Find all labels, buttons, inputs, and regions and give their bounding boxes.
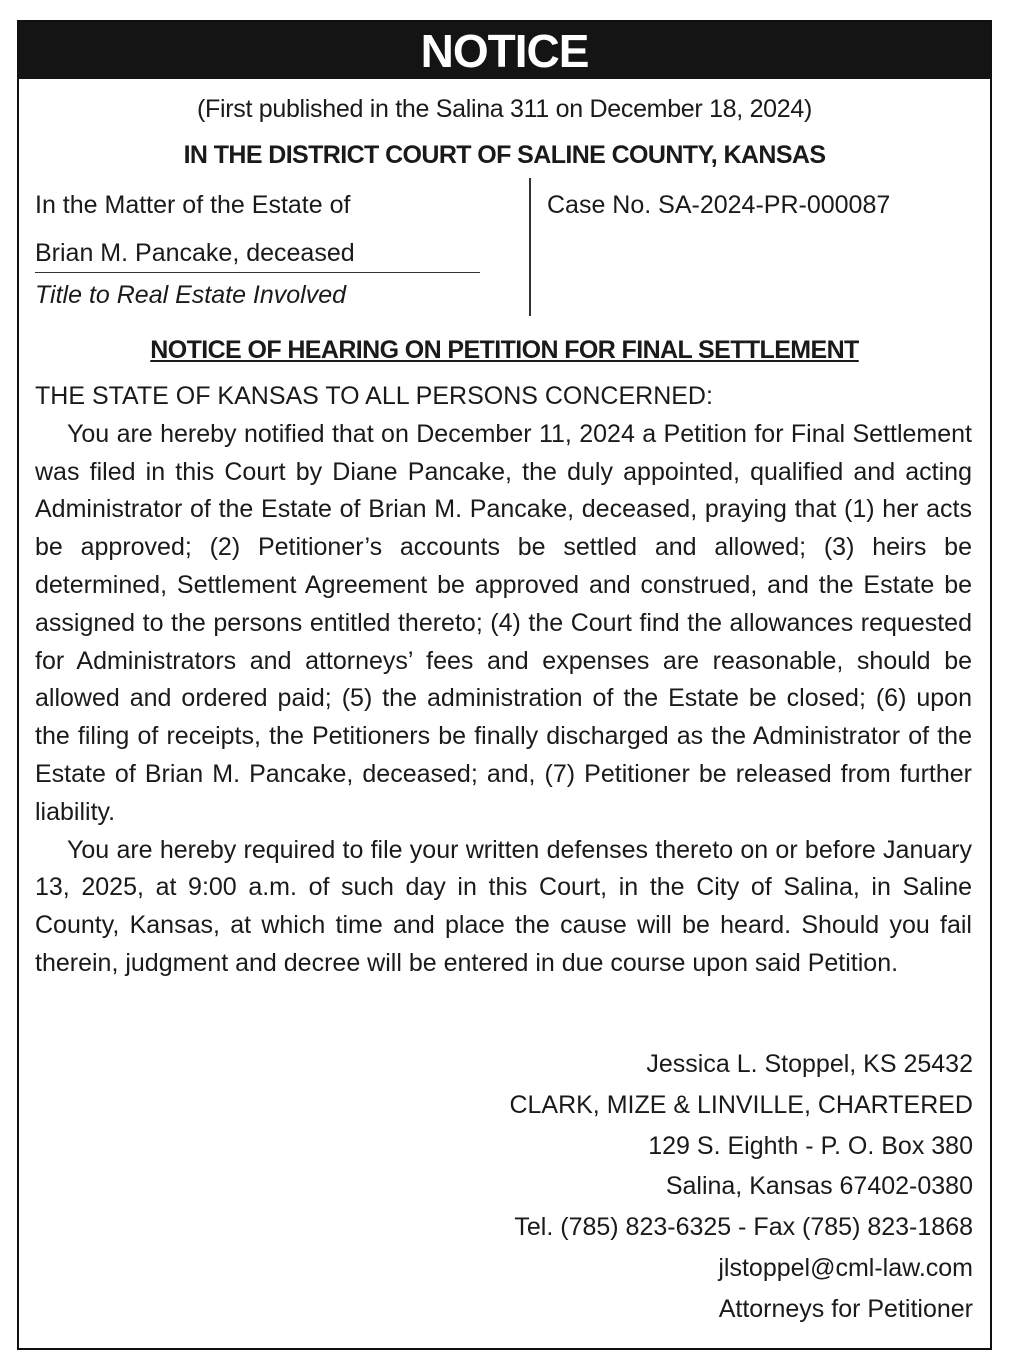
case-caption [19,178,990,318]
phone-fax: Tel. (785) 823-6325 - Fax (785) 823-1868 [514,1213,973,1242]
notice-heading: NOTICE OF HEARING ON PETITION FOR FINAL SETTLEMENT [150,336,859,364]
attorney-role: Attorneys for Petitioner [718,1294,973,1323]
publication-line: (First published in the Salina 311 on December 18, 2024) [196,95,813,123]
caption-divider [529,178,531,316]
court-name: IN THE DISTRICT COURT OF SALINE COUNTY, KANSAS [183,141,826,169]
case-number: Case No. SA-2024-PR-000087 [547,191,891,219]
notice-body [35,378,972,983]
paragraph-1: You are hereby notified that on December 11, 2024 a Petition for Final Settlement was filed in this Court by Diane Pancake, the duly appointed, qualified and acting Administrator of the Estate of Brian M. Pancake, deceased, praying that (1) her acts be approved; (2) Petitioner’s accounts be settled and allowed; (3) heirs be determined, Settlement Agreement be approved and construed, and the Estate be assigned to the persons entitled thereto; (4) the Court find the allowances requested for Administrators and attorneys’ fees and expenses are reasonable, should be allowed and ordered paid; (5) the administration of the Estate be closed; (6) upon the filing of receipts, the Petitioners be finally discharged as the Administrator of the Estate of Brian M. Pancake, deceased; and, (7) Petitioner be released from further liability. [35,419,972,826]
paragraph-2: You are hereby required to file your written defenses thereto on or before January 13, 2025, at 9:00 a.m. of such day in this Court, in the City of Salina, in Saline County, Kansas, at which time and place the cause will be heard. Should you fail therein, judgment and decree will be entered in due course upon said Petition. [35,835,972,977]
signature-block [509,1044,973,1330]
attorney-name: Jessica L. Stoppel, KS 25432 [646,1050,973,1078]
matter-line-1: In the Matter of the Estate of [35,191,351,219]
banner-title: NOTICE [420,24,589,77]
salutation: THE STATE OF KANSAS TO ALL PERSONS CONCERNED: [35,382,713,410]
matter-line-2: Brian M. Pancake, deceased [35,238,480,273]
street-address: 129 S. Eighth - P. O. Box 380 [648,1131,973,1160]
legal-notice [17,20,992,1350]
firm-name: CLARK, MIZE & LINVILLE, CHARTERED [509,1090,973,1119]
matter-block [35,190,480,317]
email-address: jlstoppel@cml-law.com [718,1253,973,1282]
matter-line-3: Title to Real Estate Involved [35,281,347,309]
notice-banner [19,22,990,79]
city-state-zip: Salina, Kansas 67402-0380 [665,1172,973,1201]
